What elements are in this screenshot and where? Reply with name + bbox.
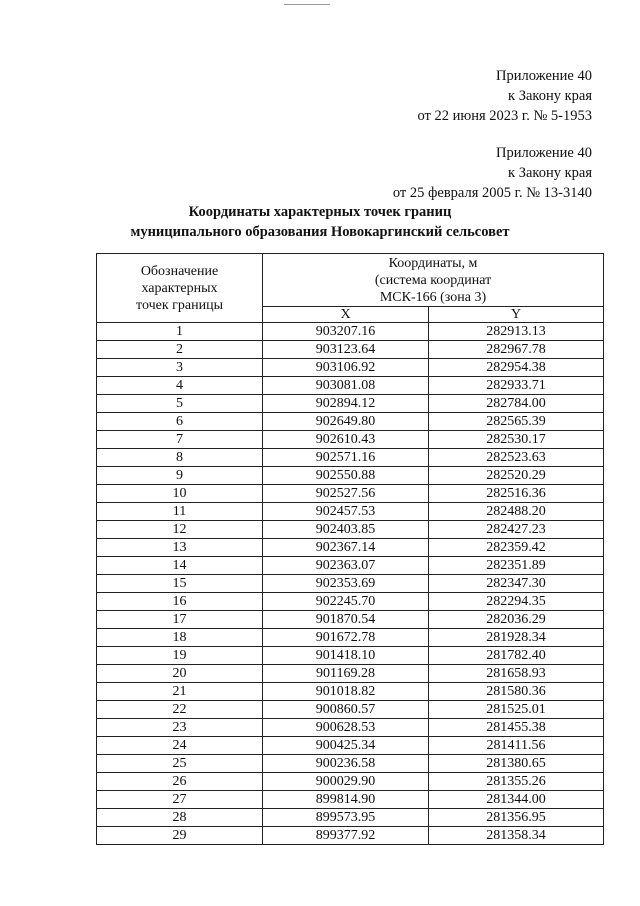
y-coordinate: 282530.17 bbox=[429, 431, 604, 449]
x-coordinate: 900860.57 bbox=[263, 701, 429, 719]
scan-mark bbox=[284, 4, 330, 5]
y-coordinate: 282565.39 bbox=[429, 413, 604, 431]
coordinates-table bbox=[96, 253, 604, 845]
y-coordinate: 281356.95 bbox=[429, 809, 604, 827]
point-number: 19 bbox=[97, 647, 263, 665]
document-title bbox=[0, 202, 640, 242]
x-coordinate: 901418.10 bbox=[263, 647, 429, 665]
x-coordinate: 903123.64 bbox=[263, 341, 429, 359]
y-coordinate: 282347.30 bbox=[429, 575, 604, 593]
x-header: X bbox=[263, 307, 429, 323]
x-coordinate: 903081.08 bbox=[263, 377, 429, 395]
y-coordinate: 282520.29 bbox=[429, 467, 604, 485]
point-number: 25 bbox=[97, 755, 263, 773]
y-coordinate: 281525.01 bbox=[429, 701, 604, 719]
point-number: 27 bbox=[97, 791, 263, 809]
table-row bbox=[97, 647, 604, 665]
header-line: Координаты, м bbox=[388, 256, 478, 271]
x-coordinate: 901870.54 bbox=[263, 611, 429, 629]
appendix-line: Приложение 40 bbox=[496, 145, 592, 161]
point-number: 15 bbox=[97, 575, 263, 593]
point-designation-header bbox=[97, 254, 263, 323]
header-line: Обозначение bbox=[140, 263, 219, 279]
y-coordinate: 281580.36 bbox=[429, 683, 604, 701]
y-coordinate: 282294.35 bbox=[429, 593, 604, 611]
table-row bbox=[97, 467, 604, 485]
x-coordinate: 902353.69 bbox=[263, 575, 429, 593]
appendix-line: Приложение 40 bbox=[496, 68, 592, 84]
point-number: 13 bbox=[97, 539, 263, 557]
x-coordinate: 902245.70 bbox=[263, 593, 429, 611]
table-row bbox=[97, 791, 604, 809]
title-line: Координаты характерных точек границ bbox=[188, 204, 452, 220]
table-row bbox=[97, 539, 604, 557]
x-coordinate: 899814.90 bbox=[263, 791, 429, 809]
x-coordinate: 901672.78 bbox=[263, 629, 429, 647]
header-line: характерных bbox=[141, 280, 218, 296]
x-coordinate: 902363.07 bbox=[263, 557, 429, 575]
point-number: 28 bbox=[97, 809, 263, 827]
y-coordinate: 281358.34 bbox=[429, 827, 604, 845]
x-coordinate: 899573.95 bbox=[263, 809, 429, 827]
table-row bbox=[97, 413, 604, 431]
y-coordinate: 282488.20 bbox=[429, 503, 604, 521]
point-number: 6 bbox=[97, 413, 263, 431]
x-coordinate: 902527.56 bbox=[263, 485, 429, 503]
point-number: 9 bbox=[97, 467, 263, 485]
table-row bbox=[97, 431, 604, 449]
table-row bbox=[97, 575, 604, 593]
x-coordinate: 902894.12 bbox=[263, 395, 429, 413]
point-number: 3 bbox=[97, 359, 263, 377]
x-coordinate: 899377.92 bbox=[263, 827, 429, 845]
y-coordinate: 282516.36 bbox=[429, 485, 604, 503]
appendix-line: от 22 июня 2023 г. № 5-1953 bbox=[417, 108, 592, 124]
table-row bbox=[97, 503, 604, 521]
table-row bbox=[97, 341, 604, 359]
point-number: 8 bbox=[97, 449, 263, 467]
point-number: 22 bbox=[97, 701, 263, 719]
y-coordinate: 282913.13 bbox=[429, 323, 604, 341]
coordinates-header bbox=[263, 254, 604, 307]
x-coordinate: 902649.80 bbox=[263, 413, 429, 431]
y-coordinate: 281344.00 bbox=[429, 791, 604, 809]
appendix-line: от 25 февраля 2005 г. № 13-3140 bbox=[392, 185, 592, 201]
x-coordinate: 902367.14 bbox=[263, 539, 429, 557]
y-coordinate: 281380.65 bbox=[429, 755, 604, 773]
point-number: 21 bbox=[97, 683, 263, 701]
table-row bbox=[97, 701, 604, 719]
appendix-line: к Закону края bbox=[508, 165, 592, 181]
x-coordinate: 900628.53 bbox=[263, 719, 429, 737]
table-row bbox=[97, 629, 604, 647]
point-number: 2 bbox=[97, 341, 263, 359]
point-number: 18 bbox=[97, 629, 263, 647]
table-row bbox=[97, 557, 604, 575]
x-coordinate: 902571.16 bbox=[263, 449, 429, 467]
appendix-line: к Закону края bbox=[508, 88, 592, 104]
x-coordinate: 902550.88 bbox=[263, 467, 429, 485]
y-coordinate: 282523.63 bbox=[429, 449, 604, 467]
x-coordinate: 902610.43 bbox=[263, 431, 429, 449]
y-coordinate: 281928.34 bbox=[429, 629, 604, 647]
point-number: 29 bbox=[97, 827, 263, 845]
appendix-original bbox=[393, 143, 592, 203]
point-number: 24 bbox=[97, 737, 263, 755]
x-coordinate: 900425.34 bbox=[263, 737, 429, 755]
point-number: 23 bbox=[97, 719, 263, 737]
table-row bbox=[97, 683, 604, 701]
table-row bbox=[97, 359, 604, 377]
title-line: муниципального образования Новокаргинский сельсовет bbox=[130, 224, 510, 240]
table-row bbox=[97, 773, 604, 791]
table-row bbox=[97, 809, 604, 827]
table-row bbox=[97, 665, 604, 683]
y-coordinate: 281782.40 bbox=[429, 647, 604, 665]
point-number: 7 bbox=[97, 431, 263, 449]
table-row bbox=[97, 755, 604, 773]
point-number: 1 bbox=[97, 323, 263, 341]
y-coordinate: 282784.00 bbox=[429, 395, 604, 413]
table-row bbox=[97, 323, 604, 341]
point-number: 17 bbox=[97, 611, 263, 629]
table-row bbox=[97, 449, 604, 467]
table-row bbox=[97, 395, 604, 413]
y-coordinate: 282954.38 bbox=[429, 359, 604, 377]
y-coordinate: 282359.42 bbox=[429, 539, 604, 557]
point-number: 5 bbox=[97, 395, 263, 413]
y-coordinate: 282967.78 bbox=[429, 341, 604, 359]
x-coordinate: 900236.58 bbox=[263, 755, 429, 773]
appendix-current bbox=[417, 66, 592, 126]
table-row bbox=[97, 737, 604, 755]
x-coordinate: 901018.82 bbox=[263, 683, 429, 701]
table-row bbox=[97, 611, 604, 629]
table-row bbox=[97, 521, 604, 539]
table-row bbox=[97, 485, 604, 503]
point-number: 14 bbox=[97, 557, 263, 575]
y-coordinate: 282427.23 bbox=[429, 521, 604, 539]
table-row bbox=[97, 827, 604, 845]
y-coordinate: 281411.56 bbox=[429, 737, 604, 755]
table-row bbox=[97, 377, 604, 395]
point-number: 4 bbox=[97, 377, 263, 395]
y-coordinate: 281455.38 bbox=[429, 719, 604, 737]
x-coordinate: 902403.85 bbox=[263, 521, 429, 539]
x-coordinate: 902457.53 bbox=[263, 503, 429, 521]
x-coordinate: 903207.16 bbox=[263, 323, 429, 341]
y-coordinate: 282351.89 bbox=[429, 557, 604, 575]
table-row bbox=[97, 719, 604, 737]
header-line: МСК-166 (зона 3) bbox=[379, 290, 487, 305]
table-row bbox=[97, 593, 604, 611]
y-header: Y bbox=[429, 307, 604, 323]
x-coordinate: 903106.92 bbox=[263, 359, 429, 377]
point-number: 10 bbox=[97, 485, 263, 503]
header-line: (система координат bbox=[374, 273, 492, 288]
point-number: 12 bbox=[97, 521, 263, 539]
y-coordinate: 282933.71 bbox=[429, 377, 604, 395]
y-coordinate: 281658.93 bbox=[429, 665, 604, 683]
y-coordinate: 282036.29 bbox=[429, 611, 604, 629]
point-number: 26 bbox=[97, 773, 263, 791]
x-coordinate: 900029.90 bbox=[263, 773, 429, 791]
y-coordinate: 281355.26 bbox=[429, 773, 604, 791]
x-coordinate: 901169.28 bbox=[263, 665, 429, 683]
header-line: точек границы bbox=[136, 297, 223, 313]
point-number: 11 bbox=[97, 503, 263, 521]
point-number: 20 bbox=[97, 665, 263, 683]
point-number: 16 bbox=[97, 593, 263, 611]
